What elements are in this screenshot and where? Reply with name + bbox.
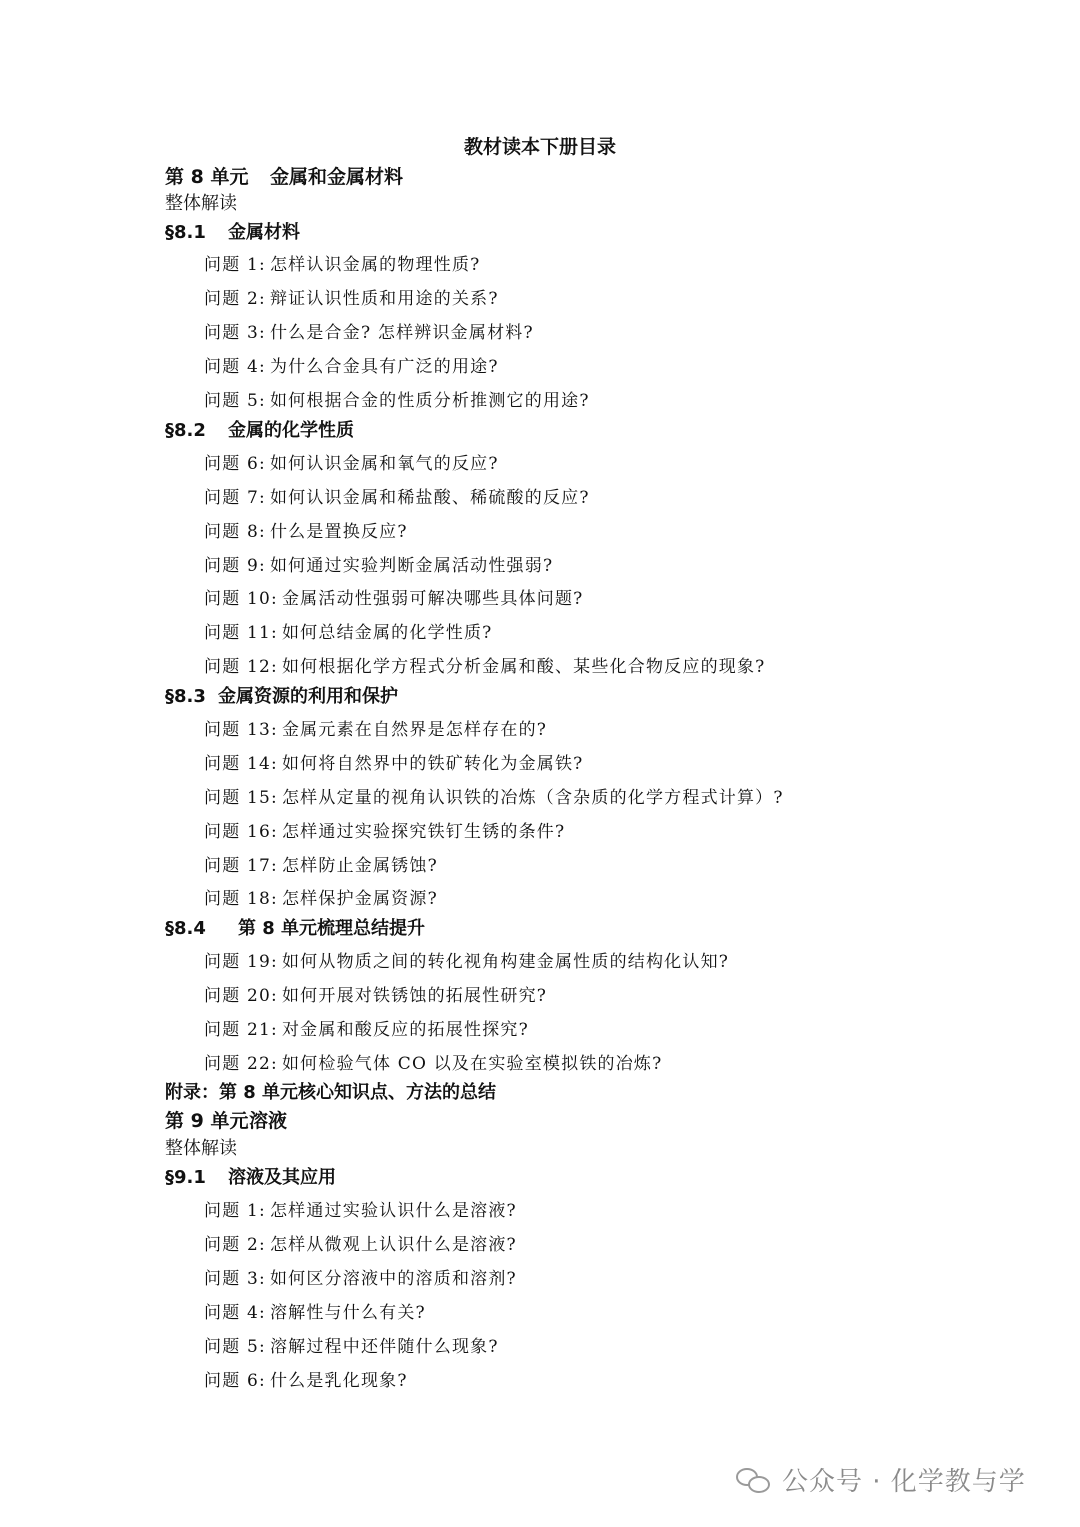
question-text: 什么是合金? 怎样辨识金属材料? (269, 323, 534, 343)
question-text: 怎样认识金属的物理性质? (269, 255, 481, 275)
section-name: 金属材料 (228, 222, 300, 243)
unit-name: 金属和金属材料 (270, 166, 404, 188)
unit-number: 第 9 单元 (165, 1110, 249, 1132)
question-number: 问题 11: (204, 623, 278, 643)
question-text: 怎样从微观上认识什么是溶液? (269, 1235, 517, 1255)
question-text: 溶解性与什么有关? (269, 1303, 426, 1323)
question-number: 问题 5: (204, 391, 266, 411)
section-name: 金属资源的利用和保护 (218, 686, 398, 707)
section-8-3 (165, 682, 398, 708)
question-number: 问题 2: (204, 1235, 266, 1255)
question-item (204, 618, 492, 643)
section-name: 溶液及其应用 (228, 1167, 336, 1188)
section-number: §8.1 (165, 222, 206, 243)
section-name: 金属的化学性质 (228, 420, 354, 441)
question-item (204, 517, 408, 542)
question-number: 问题 17: (204, 856, 278, 876)
question-text: 为什么合金具有广泛的用途? (269, 357, 499, 377)
section-number: §8.3 (165, 686, 206, 707)
unit8-overview: 整体解读 (165, 193, 237, 214)
question-text: 金属活动性强弱可解决哪些具体问题? (281, 589, 584, 609)
question-item (204, 1230, 517, 1255)
question-text: 如何认识金属和稀盐酸、稀硫酸的反应? (269, 488, 590, 508)
question-text: 对金属和酸反应的拓展性探究? (281, 1020, 529, 1040)
question-text: 如何区分溶液中的溶质和溶剂? (269, 1269, 517, 1289)
unit9-heading (165, 1106, 287, 1133)
question-text: 怎样从定量的视角认识铁的冶炼（含杂质的化学方程式计算）? (281, 788, 784, 808)
question-number: 问题 12: (204, 657, 278, 677)
question-text: 什么是置换反应? (269, 522, 408, 542)
question-number: 问题 1: (204, 255, 266, 275)
question-item (204, 1196, 517, 1221)
question-item (204, 851, 438, 876)
question-number: 问题 4: (204, 1303, 266, 1323)
question-item (204, 817, 565, 842)
question-item (204, 1332, 499, 1357)
question-number: 问题 15: (204, 788, 278, 808)
appendix-heading: 附录：第 8 单元核心知识点、方法的总结 (165, 1082, 497, 1103)
question-number: 问题 6: (204, 454, 266, 474)
section-name: 第 8 单元梳理总结提升 (238, 918, 426, 939)
question-number: 问题 5: (204, 1337, 266, 1357)
question-text: 如何开展对铁锈蚀的拓展性研究? (281, 986, 548, 1006)
question-number: 问题 1: (204, 1201, 266, 1221)
question-text: 如何通过实验判断金属活动性强弱? (269, 556, 554, 576)
section-number: §9.1 (165, 1167, 206, 1188)
unit8-heading (165, 162, 403, 189)
section-8-2 (165, 416, 354, 442)
question-item (204, 884, 438, 909)
question-item (204, 449, 499, 474)
watermark (736, 1461, 1026, 1498)
question-text: 怎样防止金属锈蚀? (281, 856, 438, 876)
question-text: 如何从物质之间的转化视角构建金属性质的结构化认知? (281, 952, 730, 972)
question-text: 什么是乳化现象? (269, 1371, 408, 1391)
question-item (204, 551, 553, 576)
question-number: 问题 21: (204, 1020, 278, 1040)
question-item (204, 483, 590, 508)
question-item (204, 1366, 408, 1391)
question-text: 怎样通过实验认识什么是溶液? (269, 1201, 517, 1221)
question-text: 如何总结金属的化学性质? (281, 623, 493, 643)
question-number: 问题 22: (204, 1054, 278, 1074)
question-number: 问题 6: (204, 1371, 266, 1391)
question-item (204, 1015, 529, 1040)
question-number: 问题 16: (204, 822, 278, 842)
question-text: 如何认识金属和氧气的反应? (269, 454, 499, 474)
unit-name: 溶液 (249, 1110, 288, 1132)
wechat-icon (736, 1466, 772, 1494)
question-number: 问题 10: (204, 589, 278, 609)
question-number: 问题 8: (204, 522, 266, 542)
question-number: 问题 9: (204, 556, 266, 576)
question-text: 如何根据化学方程式分析金属和酸、某些化合物反应的现象? (281, 657, 766, 677)
question-text: 如何根据合金的性质分析推测它的用途? (269, 391, 590, 411)
section-9-1 (165, 1163, 336, 1189)
question-item (204, 352, 499, 377)
question-text: 溶解过程中还伴随什么现象? (269, 1337, 499, 1357)
question-text: 怎样通过实验探究铁钉生锈的条件? (281, 822, 566, 842)
question-number: 问题 14: (204, 754, 278, 774)
watermark-text: 公众号 · 化学教与学 (782, 1467, 1026, 1497)
question-item (204, 250, 480, 275)
question-text: 如何检验气体 CO 以及在实验室模拟铁的冶炼? (281, 1054, 663, 1074)
question-number: 问题 7: (204, 488, 266, 508)
question-text: 辩证认识性质和用途的关系? (269, 289, 499, 309)
question-number: 问题 3: (204, 1269, 266, 1289)
question-item (204, 981, 547, 1006)
unit-number: 第 8 单元 (165, 166, 249, 188)
question-item (204, 652, 765, 677)
question-number: 问题 2: (204, 289, 266, 309)
section-number: §8.2 (165, 420, 206, 441)
question-text: 怎样保护金属资源? (281, 889, 438, 909)
question-item (204, 1298, 426, 1323)
question-number: 问题 3: (204, 323, 266, 343)
question-number: 问题 18: (204, 889, 278, 909)
question-item (204, 749, 583, 774)
question-number: 问题 4: (204, 357, 266, 377)
question-item (204, 318, 534, 343)
question-item (204, 783, 784, 808)
unit9-overview: 整体解读 (165, 1138, 237, 1159)
question-number: 问题 13: (204, 720, 278, 740)
question-item (204, 1264, 517, 1289)
section-number: §8.4 (165, 918, 206, 939)
question-number: 问题 20: (204, 986, 278, 1006)
question-item (204, 947, 729, 972)
page-title: 教材读本下册目录 (463, 136, 616, 158)
question-item (204, 1049, 662, 1074)
question-item (204, 584, 583, 609)
section-8-1 (165, 218, 300, 244)
question-item (204, 715, 547, 740)
question-text: 如何将自然界中的铁矿转化为金属铁? (281, 754, 584, 774)
question-item (204, 386, 590, 411)
question-item (204, 284, 499, 309)
question-text: 金属元素在自然界是怎样存在的? (281, 720, 548, 740)
section-8-4 (165, 914, 425, 940)
question-number: 问题 19: (204, 952, 278, 972)
